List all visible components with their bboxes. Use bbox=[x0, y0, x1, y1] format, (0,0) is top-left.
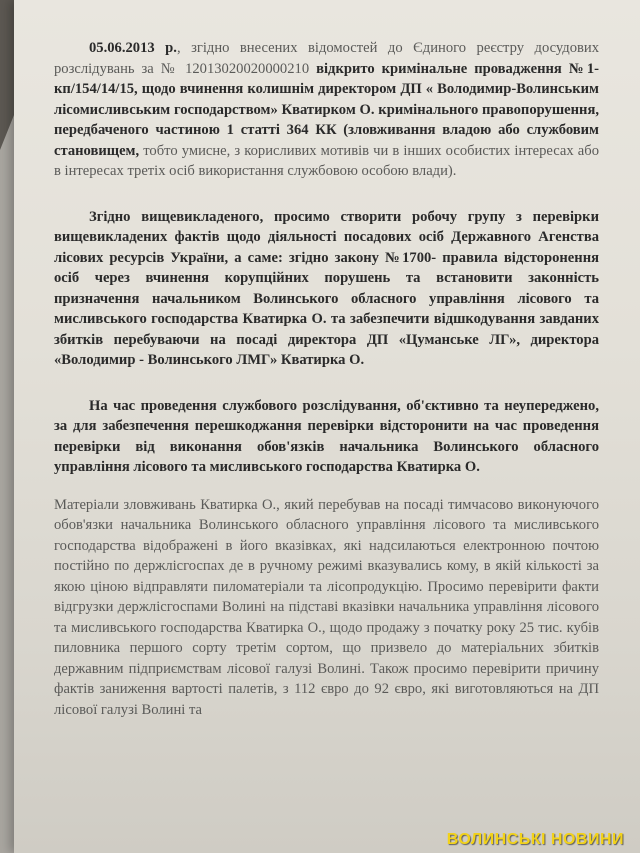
case-intro: , згідно внесених відомостей до Єдиного реєстру досудових розслідувань за № 12013020020000210 bbox=[54, 40, 599, 77]
case-date: 05.06.2013 р. bbox=[89, 40, 177, 56]
case-opened: відкрито кримінальне провадження №1-кп/154/14/15, щодо вчинення колишнім директором ДП « Володимир-Волинським лісомисливським господарством» Кватирком О. кримінального правопорушення, передбаченого частиною 1 статті 364 КК (зловживання владою або службовим становищем, bbox=[54, 60, 599, 159]
case-tail: тобто умисне, з корисливих мотивів чи в інших особистих інтересах або в інтересах третіх осіб використання службовою особою влади). bbox=[54, 142, 599, 179]
paragraph-materials: Матеріали зловживань Кватирка О., який перебував на посаді тимчасово виконуючого обов'язки начальника Волинського обласного управління лісового та мисливського господарства відображені в його вказівках, які надсилаються електронною почтою постійно по держлісгоспах де в ручному режимі вказувались кому, в якій кількості за якою ціною відправляти пиломатеріали та лісопродукцію. Просимо перевірити факти відгрузки держлісгоспами Волині на підставі вказівки начальника управління лісового та мисливського господарства Кватирка О., щодо продажу з початку року 25 тис. кубів пиловника першого сорту третім сортом, що призвело до матеріальних збитків державним підприємствам лісової галузі Волині. Також просимо перевірити причину фактів заниження вартості палетів, з 112 євро до 92 євро, які виготовляються на ДП лісової галузі Волині та bbox=[54, 496, 599, 718]
document-page bbox=[14, 0, 640, 853]
document-body bbox=[54, 38, 599, 720]
paragraph-request: Згідно вищевикладеного, просимо створити робочу групу з перевірки вищевикладених фактів щодо діяльності посадових осіб Державного Агенства лісових ресурсів України, а саме: згідно закону №1700- правила відсторонення осіб через вчинення корупційних порушень та встановити законність призначення начальником Волинського обласного управління лісового та мисливського господарства Кватирка О. та забезпечити відшкодування завданих збитків перебуваючи на посаді директора ДП «Цуманське ЛГ», директора «Володимир - Волинського ЛМГ» Кватирка О. bbox=[54, 208, 599, 368]
watermark-logo: ВОЛИНСЬКІ НОВИНИ bbox=[446, 831, 624, 848]
paragraph-suspension: На час проведення службового розслідування, об'єктивно та неупереджено, за для забезпечення перешкоджання перевірки відсторонити на час проведення перевірки від виконання обов'язків начальника Волинського обласного управління лісового та мисливського господарства Кватирка О. bbox=[54, 397, 599, 475]
paragraph-case-info bbox=[54, 38, 599, 182]
